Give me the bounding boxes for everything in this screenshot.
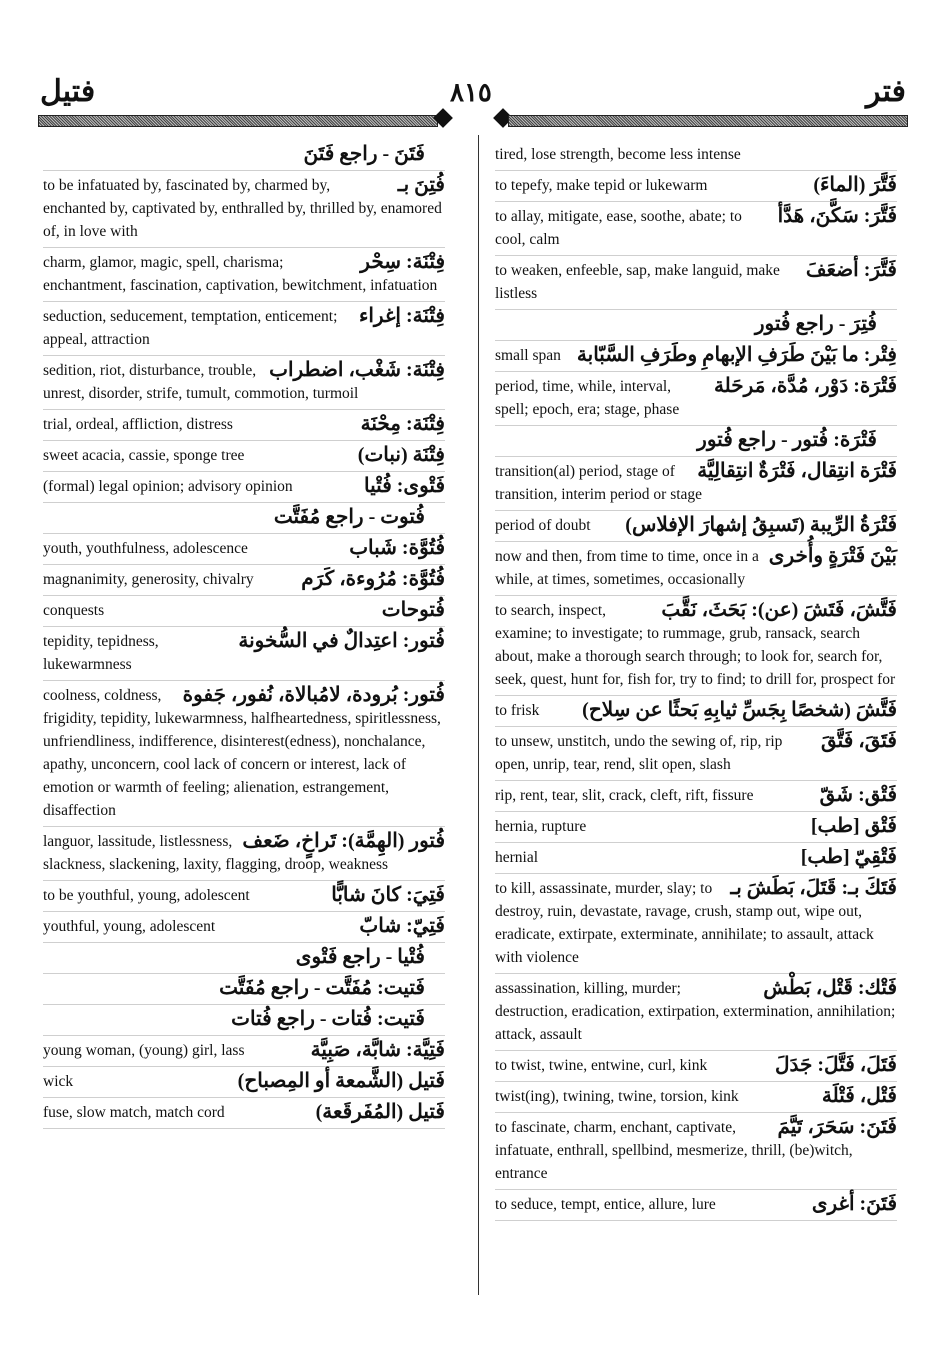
arabic-headword: فِتْر: ما بَيْنَ طَرَفِ الإبهامِ وطَرَفِ السَّبّابة: [576, 344, 897, 366]
dictionary-entry: فُتِرَ - راجع فُتور: [495, 310, 897, 341]
running-head-right: فتر: [866, 75, 906, 108]
english-definition: tired, lose strength, become less intense: [495, 146, 741, 163]
dictionary-entry: [43, 627, 445, 681]
english-definition: to kill, assassinate, murder, slay; to destroy, ruin, devastate, ravage, crush, stamp out, wipe out, eradicate, extirpate, exterminate, annihilate; to assault, attack with violence: [495, 880, 874, 966]
arabic-headword: فَتَنَ: أغرى: [811, 1193, 897, 1215]
dictionary-entry: [43, 171, 445, 248]
dictionary-entry: [43, 410, 445, 441]
arabic-headword: فَتْرَة: دَوْر، مُدَّة، مَرحَلة: [713, 375, 897, 397]
dictionary-entry: [495, 727, 897, 781]
dictionary-entry: [43, 1098, 445, 1129]
english-definition: period of doubt: [495, 517, 591, 534]
english-definition: magnanimity, generosity, chivalry: [43, 571, 254, 588]
english-definition: to tepefy, make tepid or lukewarm: [495, 177, 708, 194]
english-definition: languor, lassitude, listlessness, slackness, slackening, laxity, flagging, droop, weakness: [43, 833, 389, 873]
dictionary-entry: [495, 1082, 897, 1113]
english-definition: to twist, twine, entwine, curl, kink: [495, 1057, 708, 1074]
english-definition: to seduce, tempt, entice, allure, lure: [495, 1196, 716, 1213]
dictionary-entry: [495, 843, 897, 874]
dictionary-entry: [43, 881, 445, 912]
english-definition: small span: [495, 347, 561, 364]
header-rule-left: [38, 115, 438, 127]
dictionary-entry: [43, 441, 445, 472]
dictionary-entry: [495, 542, 897, 596]
dictionary-entry: فَتْرَة: فُتور - راجع فُتور: [495, 426, 897, 457]
english-definition: (formal) legal opinion; advisory opinion: [43, 478, 293, 495]
header-rule-right: [508, 115, 908, 127]
arabic-headword: فُتُوَّة: مُرُوءة، كَرَم: [301, 568, 445, 590]
arabic-headword: فَتَقَ، فَتَّقَ: [820, 730, 897, 752]
dictionary-entry: [43, 472, 445, 503]
arabic-headword: فَتَّرَ (الماءَ): [813, 174, 897, 196]
english-definition: coolness, coldness, frigidity, tepidity, lukewarmness, halfheartedness, spiritlessness, unfriendliness, indifference, disinterest(edness), nonchalance, apathy, unconcern, cool lack of concern or interest, lack of emotion or warmth of feeling; alienation, estrangement, disaffection: [43, 687, 441, 819]
dictionary-entry: [495, 171, 897, 202]
english-definition: to unsew, unstitch, undo the sewing of, rip, rip open, unrip, tear, rend, slit open, slash: [495, 733, 783, 773]
english-definition: wick: [43, 1073, 74, 1090]
english-definition: seduction, seducement, temptation, enticement; appeal, attraction: [43, 308, 338, 348]
arabic-headword: فَتْرَة انتِقال، فَتْرَةٌ انتِقالِيَّة: [697, 460, 897, 482]
dictionary-entry: [495, 812, 897, 843]
dictionary-entry: [43, 912, 445, 943]
arabic-headword: فُتور: بُرودة، لامُبالاة، نُفور، جَفوة: [182, 684, 445, 706]
right-column: [495, 140, 897, 1221]
arabic-headword: فَتَّشَ (شخصًا بِجَسِّ ثيابِهِ بَحثًا عن سِلاح): [582, 699, 897, 721]
english-definition: to be infatuated by, fascinated by, charmed by, enchanted by, captivated by, enthralled by, thrilled by, enamored of, in love with: [43, 177, 442, 240]
arabic-headword: فَتيل (المُفَرقَعة): [315, 1101, 445, 1123]
dictionary-entry: [43, 596, 445, 627]
arabic-headword: فَتَّرَ: سَكَّنَ، هَدَّأ: [777, 205, 897, 227]
dictionary-entry: فَتَنَ - راجع فَتَنَ: [43, 140, 445, 171]
dictionary-entry: [495, 1190, 897, 1221]
dictionary-entry: [495, 596, 897, 696]
arabic-headword: فِتْنَة (نبات): [357, 444, 445, 466]
dictionary-entry: [495, 696, 897, 727]
english-definition: now and then, from time to time, once in a while, at times, sometimes, occasionally: [495, 548, 759, 588]
english-definition: charm, glamor, magic, spell, charisma; enchantment, fascination, captivation, bewitchment, infatuation: [43, 254, 438, 294]
english-definition: to search, inspect, examine; to investigate; to rummage, grub, ransack, search about, make a thorough search through; to look for, search for, seek, quest, hunt for, fish for, try to find; to drill for, prospect for: [495, 602, 896, 688]
dictionary-entry: [495, 874, 897, 974]
arabic-headword: فُتُوَّة: شَباب: [349, 537, 445, 559]
english-definition: to allay, mitigate, ease, soothe, abate; to cool, calm: [495, 208, 742, 248]
english-definition: rip, rent, tear, slit, crack, cleft, rift, fissure: [495, 787, 754, 804]
dictionary-entry: [43, 1067, 445, 1098]
dictionary-entry: فَتيت: مُفَتَّت - راجع مُفَتَّت: [43, 974, 445, 1005]
dictionary-entry: [495, 372, 897, 426]
english-definition: period, time, while, interval, spell; epoch, era; stage, phase: [495, 378, 680, 418]
page-number: ٨١٥: [450, 78, 492, 107]
dictionary-entry: فَتيت: فُتات - راجع فُتات: [43, 1005, 445, 1036]
arabic-headword: فَتيل (الشَّمعة أو المِصباح): [237, 1070, 445, 1092]
dictionary-entry: [43, 1036, 445, 1067]
arabic-headword: فَتِيّ: شابّ: [359, 915, 445, 937]
english-definition: hernial: [495, 849, 539, 866]
english-definition: youth, youthfulness, adolescence: [43, 540, 248, 557]
english-definition: sedition, riot, disturbance, trouble, unrest, disorder, strife, tumult, commotion, turmoil: [43, 362, 359, 402]
dictionary-entry: [43, 356, 445, 410]
dictionary-entry: [495, 1051, 897, 1082]
arabic-headword: فَتْقِيّ [طب]: [800, 846, 897, 868]
running-head-left: فتيل: [40, 75, 96, 108]
english-definition: sweet acacia, cassie, sponge tree: [43, 447, 245, 464]
dictionary-entry: فُتْيا - راجع فَتْوى: [43, 943, 445, 974]
dictionary-entry: [495, 974, 897, 1051]
dictionary-entry: [43, 302, 445, 356]
column-divider: [478, 135, 479, 1295]
arabic-headword: فِتْنَة: مِحْنَة: [360, 413, 445, 435]
dictionary-entry: [495, 202, 897, 256]
arabic-headword: فَتِيَّة: شابَّة، صَبِيَّة: [310, 1039, 445, 1061]
arabic-headword: فُتوحات: [381, 599, 445, 621]
arabic-headword: فَتَلَ، فَتَّلَ: جَدَلَ: [775, 1054, 897, 1076]
english-definition: twist(ing), twining, twine, torsion, kink: [495, 1088, 739, 1105]
english-definition: to weaken, enfeeble, sap, make languid, make listless: [495, 262, 780, 302]
left-column: [43, 140, 445, 1129]
arabic-headword: فَتْل، فَتْلَة: [821, 1085, 897, 1107]
arabic-headword: فَتَّشَ، فَتَشَ (عن): بَحَثَ، نَقَّبَ: [661, 599, 897, 621]
arabic-headword: فَتَكَ بـ: قَتَلَ، بَطَشَ بـ: [730, 877, 897, 899]
english-definition: to frisk: [495, 702, 540, 719]
arabic-headword: فَتْرَةُ الرِّيبة (تَسبِقُ إشهارَ الإفلاس): [625, 514, 897, 536]
arabic-headword: فَتْوى: فُتْيا: [364, 475, 445, 497]
arabic-headword: فُتور: اعتِدالٌ في السُّخونة: [238, 630, 445, 652]
arabic-headword: فَتَنَ: سَحَرَ، تَيَّمَ: [777, 1116, 897, 1138]
dictionary-entry: [495, 341, 897, 372]
english-definition: fuse, slow match, match cord: [43, 1104, 225, 1121]
arabic-headword: فَتْق: شَقّ: [819, 784, 897, 806]
dictionary-entry: [43, 248, 445, 302]
arabic-headword: فَتْك: قَتْل، بَطْش: [763, 977, 897, 999]
english-definition: youthful, young, adolescent: [43, 918, 216, 935]
english-definition: assassination, killing, murder; destruction, eradication, extirpation, extermination, annihilation; attack, assault: [495, 980, 896, 1043]
arabic-headword: فِتْنَة: سِحْر: [360, 251, 445, 273]
dictionary-entry: [495, 457, 897, 511]
arabic-headword: فِتْنَة: إغراء: [358, 305, 445, 327]
arabic-headword: فَتَّرَ: أضعَفَ: [805, 259, 897, 281]
english-definition: transition(al) period, stage of transition, interim period or stage: [495, 463, 703, 503]
arabic-headword: فِتْنَة: شَغْب، اضطراب: [269, 359, 445, 381]
dictionary-entry: [495, 256, 897, 310]
dictionary-entry: [43, 827, 445, 881]
dictionary-entry: [43, 534, 445, 565]
arabic-headword: فَتْق [طب]: [810, 815, 897, 837]
dictionary-entry: [495, 781, 897, 812]
dictionary-entry: فُتوت - راجع مُفَتَّت: [43, 503, 445, 534]
dictionary-entry: [495, 1113, 897, 1190]
arabic-headword: فَتِيَ: كانَ شابًّا: [331, 884, 445, 906]
english-definition: young woman, (young) girl, lass: [43, 1042, 245, 1059]
english-definition: hernia, rupture: [495, 818, 587, 835]
english-definition: to fascinate, charm, enchant, captivate, infatuate, enthrall, spellbind, mesmerize, thrill, (be)witch, entrance: [495, 1119, 853, 1182]
dictionary-entry: [495, 511, 897, 542]
arabic-headword: بَيْنَ فَتْرَةٍ وأُخرى: [768, 545, 897, 567]
english-definition: to be youthful, young, adolescent: [43, 887, 250, 904]
english-definition: trial, ordeal, affliction, distress: [43, 416, 233, 433]
dictionary-entry: [495, 140, 897, 171]
english-definition: conquests: [43, 602, 105, 619]
dictionary-entry: [43, 565, 445, 596]
english-definition: tepidity, tepidness, lukewarmness: [43, 633, 159, 673]
dictionary-entry: [43, 681, 445, 827]
arabic-headword: فُتور (الهِمَّة): تَراخٍ، ضَعف: [242, 830, 445, 852]
arabic-headword: فُتِنَ بـ: [397, 174, 445, 196]
